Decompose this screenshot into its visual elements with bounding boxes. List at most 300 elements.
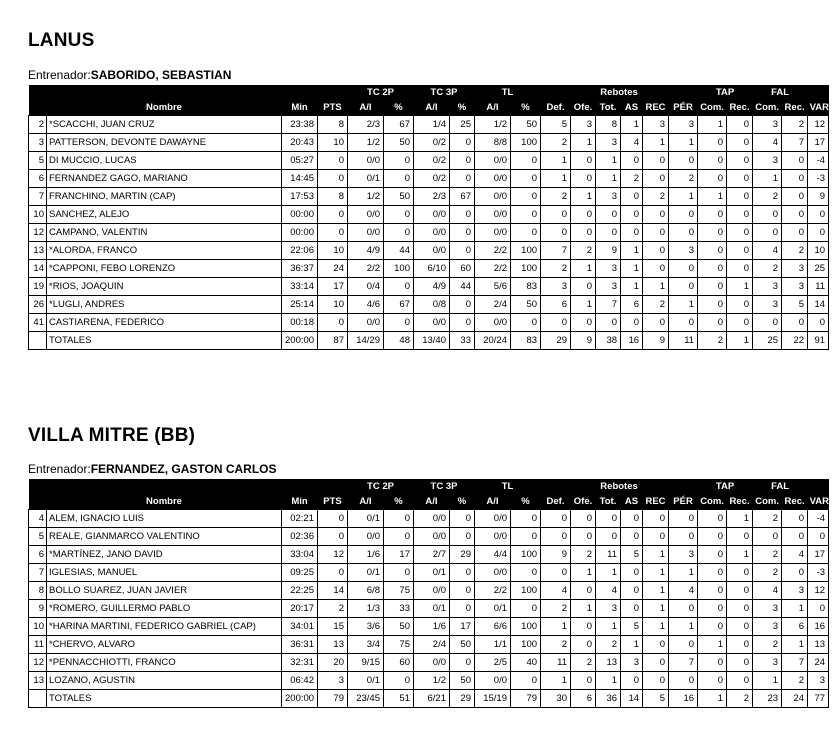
stat-cell: 0 [698, 618, 727, 636]
stat-cell: 0 [643, 510, 669, 528]
player-row [29, 152, 829, 170]
stat-cell: 75 [384, 636, 414, 654]
column-header: PÉR [669, 100, 698, 116]
stat-cell: 0 [511, 314, 541, 332]
column-header: AS [621, 100, 643, 116]
stat-cell: 0/0 [414, 654, 450, 672]
stat-cell: 0 [643, 672, 669, 690]
stat-cell: 0 [698, 582, 727, 600]
stat-cell: 1 [596, 170, 621, 188]
stat-cell: 4 [621, 134, 643, 152]
stat-cell: 1 [596, 672, 621, 690]
stat-cell: 0 [541, 564, 571, 582]
stat-cell: 0 [753, 528, 782, 546]
stat-cell: 2 [753, 188, 782, 206]
totals-cell: 79 [318, 690, 348, 708]
coach-label: Entrenador: [28, 462, 91, 476]
player-number: 13 [29, 672, 47, 690]
stat-cell: 0 [384, 152, 414, 170]
stat-cell: 2 [753, 260, 782, 278]
stat-cell: 0 [808, 206, 829, 224]
stat-cell: 0 [318, 170, 348, 188]
stat-cell: 0/0 [348, 224, 384, 242]
stat-cell: 0 [621, 528, 643, 546]
stat-cell: 3 [596, 600, 621, 618]
stat-cell: 0 [698, 224, 727, 242]
stat-cell: 1 [753, 672, 782, 690]
stat-cell: 24 [318, 260, 348, 278]
stat-cell: 2 [782, 672, 808, 690]
stat-cell: 0 [621, 314, 643, 332]
stat-cell: 8 [318, 116, 348, 134]
stat-cell: 2 [753, 546, 782, 564]
stat-cell: 1 [541, 618, 571, 636]
stat-cell: 0/1 [348, 672, 384, 690]
stat-cell: 2 [541, 636, 571, 654]
stat-cell: 0/0 [348, 314, 384, 332]
stat-cell: 0 [596, 206, 621, 224]
team-title: VILLA MITRE (BB) [28, 425, 196, 446]
column-header: A/I [414, 494, 450, 510]
stat-cell: 0 [669, 224, 698, 242]
stat-cell: 0 [698, 260, 727, 278]
box-score-table [28, 479, 829, 708]
stat-cell: 20 [318, 654, 348, 672]
stat-cell: 0 [727, 170, 753, 188]
stat-cell: 3 [753, 600, 782, 618]
player-number: 10 [29, 206, 47, 224]
stat-cell: 09:25 [282, 564, 318, 582]
player-number: 11 [29, 636, 47, 654]
totals-cell: 200:00 [282, 690, 318, 708]
totals-cell: 20/24 [475, 332, 511, 350]
player-row [29, 242, 829, 260]
stat-cell: 0 [727, 116, 753, 134]
stat-cell: 40 [511, 654, 541, 672]
stat-cell: 0 [541, 528, 571, 546]
player-name: PATTERSON, DEVONTE DAWAYNE [47, 134, 282, 152]
group-header: TL [475, 479, 541, 494]
stat-cell: 2 [571, 546, 596, 564]
stat-cell: 0 [698, 510, 727, 528]
stat-cell: 1/4 [414, 116, 450, 134]
stat-cell: 0/0 [475, 188, 511, 206]
team-title: LANUS [28, 30, 95, 51]
stat-cell: 1 [727, 510, 753, 528]
totals-cell: 6 [571, 690, 596, 708]
stat-cell: 44 [384, 242, 414, 260]
stat-cell: 3 [782, 582, 808, 600]
stat-cell: 2 [782, 116, 808, 134]
stat-cell: 1 [698, 116, 727, 134]
column-header: Com. [753, 494, 782, 510]
coach-name: SABORIDO, SEBASTIAN [90, 68, 232, 82]
stat-cell: 0 [698, 296, 727, 314]
stat-cell: 0 [318, 564, 348, 582]
stat-cell: 3 [669, 546, 698, 564]
group-header: Rebotes [541, 479, 698, 494]
stat-cell: 11 [808, 278, 829, 296]
player-number: 13 [29, 242, 47, 260]
stat-cell: 0 [727, 618, 753, 636]
group-header-row [29, 85, 829, 100]
stat-cell: 0 [753, 224, 782, 242]
totals-cell: 15/19 [475, 690, 511, 708]
stat-cell: 0 [318, 314, 348, 332]
column-header: A/I [414, 100, 450, 116]
stat-cell: 0 [727, 636, 753, 654]
stat-cell: 11 [596, 546, 621, 564]
column-header: A/I [475, 100, 511, 116]
stat-cell: 3 [808, 672, 829, 690]
player-row [29, 582, 829, 600]
stat-cell: 0 [669, 152, 698, 170]
stat-cell: 44 [450, 278, 475, 296]
box-score-table [28, 85, 829, 350]
column-header: Com. [753, 100, 782, 116]
stat-cell: 2/2 [475, 242, 511, 260]
stat-cell: 0 [698, 152, 727, 170]
stat-cell: 10 [808, 242, 829, 260]
stat-cell: 1 [727, 546, 753, 564]
stat-cell: 0/0 [414, 206, 450, 224]
column-header: % [511, 100, 541, 116]
player-row [29, 546, 829, 564]
stat-cell: 2/3 [348, 116, 384, 134]
stat-cell: 0 [753, 314, 782, 332]
totals-cell: 91 [808, 332, 829, 350]
player-name: REALE, GIANMARCO VALENTINO [47, 528, 282, 546]
stat-cell: 0 [621, 206, 643, 224]
stat-cell: 02:21 [282, 510, 318, 528]
stat-cell: 0/1 [348, 564, 384, 582]
column-header: Def. [541, 100, 571, 116]
stat-cell: 3 [643, 116, 669, 134]
stat-cell: 0 [669, 672, 698, 690]
stat-cell: 1/2 [348, 188, 384, 206]
totals-cell: 25 [753, 332, 782, 350]
player-name: *RIOS, JOAQUIN [47, 278, 282, 296]
stat-cell: 0/4 [348, 278, 384, 296]
stat-cell: 3 [596, 260, 621, 278]
totals-cell: 23/45 [348, 690, 384, 708]
stat-cell: 0 [782, 224, 808, 242]
stat-cell: 0 [541, 314, 571, 332]
group-header: Rebotes [541, 85, 698, 100]
stat-cell: 0/0 [348, 152, 384, 170]
stat-cell: 0 [698, 134, 727, 152]
player-name: CASTIARENA, FEDERICO [47, 314, 282, 332]
stat-cell: 0 [698, 314, 727, 332]
stat-cell: 0 [643, 654, 669, 672]
stat-cell: 2 [753, 636, 782, 654]
player-row [29, 224, 829, 242]
player-row [29, 618, 829, 636]
stat-cell: 9/15 [348, 654, 384, 672]
stat-cell: 0 [571, 314, 596, 332]
stat-cell: 67 [384, 116, 414, 134]
stat-cell: 3 [541, 278, 571, 296]
stat-cell: 8 [596, 116, 621, 134]
stat-cell: 0 [643, 170, 669, 188]
stat-cell: 0 [698, 654, 727, 672]
column-header: Def. [541, 494, 571, 510]
stat-cell: 1 [669, 134, 698, 152]
stat-cell: 4 [753, 134, 782, 152]
player-name: FERNANDEZ GAGO, MARIANO [47, 170, 282, 188]
totals-cell: 83 [511, 332, 541, 350]
stat-cell: 0/0 [475, 206, 511, 224]
player-number: 8 [29, 582, 47, 600]
stat-cell: 0/8 [414, 296, 450, 314]
stat-cell: 0/1 [475, 600, 511, 618]
totals-cell: 77 [808, 690, 829, 708]
stat-cell: 1 [621, 260, 643, 278]
stat-cell: 2 [571, 242, 596, 260]
stat-cell: 3 [596, 188, 621, 206]
player-number: 5 [29, 528, 47, 546]
stat-cell: 25 [808, 260, 829, 278]
stat-cell: 6/6 [475, 618, 511, 636]
stat-cell: 6 [621, 296, 643, 314]
column-header: Rec. [727, 100, 753, 116]
stat-cell: 1 [571, 600, 596, 618]
stat-cell: 1 [643, 600, 669, 618]
player-row [29, 564, 829, 582]
stat-cell: 3 [318, 672, 348, 690]
stat-cell: 1 [571, 564, 596, 582]
stat-cell: 6/10 [414, 260, 450, 278]
coach-line [28, 462, 277, 476]
stat-cell: 5 [782, 296, 808, 314]
totals-number-empty [29, 690, 47, 708]
stat-cell: 2 [753, 564, 782, 582]
stat-cell: 2 [782, 242, 808, 260]
stat-cell: 0 [643, 206, 669, 224]
stat-cell: 6 [782, 618, 808, 636]
stat-cell: 0 [643, 528, 669, 546]
totals-cell: 200:00 [282, 332, 318, 350]
stat-cell: 1/2 [414, 672, 450, 690]
totals-row [29, 332, 829, 350]
stat-cell: 0 [669, 510, 698, 528]
column-header: PTS [318, 100, 348, 116]
stat-cell: 50 [384, 134, 414, 152]
player-number: 14 [29, 260, 47, 278]
stat-cell: 1/6 [348, 546, 384, 564]
stat-cell: 10 [318, 296, 348, 314]
stat-cell: 36:37 [282, 260, 318, 278]
stat-cell: 0 [450, 654, 475, 672]
stat-cell: 12 [808, 582, 829, 600]
totals-cell: 11 [669, 332, 698, 350]
stat-cell: 1 [621, 278, 643, 296]
stat-cell: 0 [571, 170, 596, 188]
stat-cell: 0/1 [414, 564, 450, 582]
stat-cell: 3 [596, 134, 621, 152]
stat-cell: 100 [511, 618, 541, 636]
stat-cell: 2 [596, 636, 621, 654]
player-row [29, 278, 829, 296]
stat-cell: 1 [782, 600, 808, 618]
stat-cell: 25 [450, 116, 475, 134]
stat-cell: 0 [782, 188, 808, 206]
stat-cell: 2/5 [475, 654, 511, 672]
totals-cell: 13/40 [414, 332, 450, 350]
stat-cell: 0 [511, 152, 541, 170]
column-header-row [29, 100, 829, 116]
player-number: 12 [29, 654, 47, 672]
totals-cell: 9 [571, 332, 596, 350]
player-name: *MARTÍNEZ, JANO DAVID [47, 546, 282, 564]
stat-cell: 17:53 [282, 188, 318, 206]
stat-cell: -4 [808, 152, 829, 170]
stat-cell: 0 [669, 314, 698, 332]
stat-cell: 0 [698, 528, 727, 546]
stat-cell: 1 [596, 152, 621, 170]
stat-cell: 0 [571, 278, 596, 296]
totals-cell: 29 [541, 332, 571, 350]
stat-cell: 0 [727, 134, 753, 152]
stat-cell: 36:31 [282, 636, 318, 654]
column-header: Nombre [47, 100, 282, 116]
stat-cell: 17 [384, 546, 414, 564]
stat-cell: 0 [318, 528, 348, 546]
totals-row [29, 690, 829, 708]
stat-cell: 16 [808, 618, 829, 636]
player-number: 41 [29, 314, 47, 332]
stat-cell: 50 [511, 116, 541, 134]
stat-cell: 7 [541, 242, 571, 260]
stat-cell: 0 [384, 510, 414, 528]
stat-cell: 00:18 [282, 314, 318, 332]
stat-cell: 17 [450, 618, 475, 636]
stat-cell: 1 [541, 152, 571, 170]
player-name: *HARINA MARTINI, FEDERICO GABRIEL (CAP) [47, 618, 282, 636]
stat-cell: 0 [669, 528, 698, 546]
player-row [29, 510, 829, 528]
player-number: 7 [29, 188, 47, 206]
stat-cell: 0 [571, 224, 596, 242]
stat-cell: 0/0 [475, 564, 511, 582]
stat-cell: 1 [571, 296, 596, 314]
stat-cell: 0 [643, 152, 669, 170]
stat-cell: 0/0 [414, 224, 450, 242]
stat-cell: 60 [384, 654, 414, 672]
stat-cell: 0 [511, 600, 541, 618]
stat-cell: 0 [808, 224, 829, 242]
group-header: TC 3P [414, 85, 475, 100]
group-header-empty [29, 479, 348, 494]
player-number: 6 [29, 170, 47, 188]
stat-cell: 4/9 [414, 278, 450, 296]
totals-label: TOTALES [47, 332, 282, 350]
stat-cell: 9 [541, 546, 571, 564]
stat-cell: 100 [511, 546, 541, 564]
stat-cell: -3 [808, 564, 829, 582]
totals-cell: 1 [698, 690, 727, 708]
stat-cell: 0 [511, 564, 541, 582]
stat-cell: 100 [511, 134, 541, 152]
stat-cell: 0 [596, 224, 621, 242]
stat-cell: 0 [511, 528, 541, 546]
stat-cell: 1/2 [348, 134, 384, 152]
totals-cell: 51 [384, 690, 414, 708]
player-name: CAMPANO, VALENTIN [47, 224, 282, 242]
stat-cell: 2/4 [475, 296, 511, 314]
stat-cell: 2 [541, 600, 571, 618]
stat-cell: 1 [571, 260, 596, 278]
stat-cell: 1/3 [348, 600, 384, 618]
stat-cell: 0/0 [475, 528, 511, 546]
stat-cell: 0 [753, 206, 782, 224]
stat-cell: 33:04 [282, 546, 318, 564]
stat-cell: 2/2 [348, 260, 384, 278]
stat-cell: 0 [541, 224, 571, 242]
stat-cell: 1 [643, 278, 669, 296]
stat-cell: 0 [643, 636, 669, 654]
stat-cell: 0 [808, 600, 829, 618]
stat-cell: 0 [808, 314, 829, 332]
player-name: *CHERVO, ALVARO [47, 636, 282, 654]
stat-cell: 1 [669, 188, 698, 206]
stat-cell: 4/9 [348, 242, 384, 260]
stat-cell: 2 [571, 654, 596, 672]
player-row [29, 600, 829, 618]
stat-cell: 0 [571, 618, 596, 636]
stat-cell: 1 [596, 564, 621, 582]
column-header: PTS [318, 494, 348, 510]
stat-cell: 13 [808, 636, 829, 654]
stat-cell: 0 [384, 170, 414, 188]
stat-cell: 0 [384, 206, 414, 224]
stat-cell: 12 [808, 116, 829, 134]
column-header: Com. [698, 494, 727, 510]
stat-cell: 3 [596, 278, 621, 296]
totals-cell: 2 [698, 332, 727, 350]
stat-cell: 15 [318, 618, 348, 636]
stat-cell: 0 [698, 600, 727, 618]
stat-cell: 2 [541, 134, 571, 152]
player-name: FRANCHINO, MARTIN (CAP) [47, 188, 282, 206]
column-header: Min [282, 100, 318, 116]
stat-cell: 0/0 [475, 672, 511, 690]
totals-cell: 22 [782, 332, 808, 350]
stat-cell: 0 [541, 510, 571, 528]
stat-cell: 14 [318, 582, 348, 600]
stat-cell: 7 [596, 296, 621, 314]
column-header: Tot. [596, 100, 621, 116]
stat-cell: 0 [782, 528, 808, 546]
totals-cell: 16 [669, 690, 698, 708]
player-number: 6 [29, 546, 47, 564]
stat-cell: 1/1 [475, 636, 511, 654]
stat-cell: 1/2 [475, 116, 511, 134]
stat-cell: 0 [727, 260, 753, 278]
stat-cell: 1 [621, 636, 643, 654]
stat-cell: 0 [571, 152, 596, 170]
stat-cell: 0 [511, 224, 541, 242]
stat-cell: 0 [643, 314, 669, 332]
stat-cell: 0/0 [414, 528, 450, 546]
column-header: % [450, 100, 475, 116]
stat-cell: 0 [384, 278, 414, 296]
stat-cell: 0 [727, 582, 753, 600]
column-header: Ofe. [571, 494, 596, 510]
stat-cell: 1 [669, 296, 698, 314]
stat-cell: 0 [643, 260, 669, 278]
totals-cell: 87 [318, 332, 348, 350]
